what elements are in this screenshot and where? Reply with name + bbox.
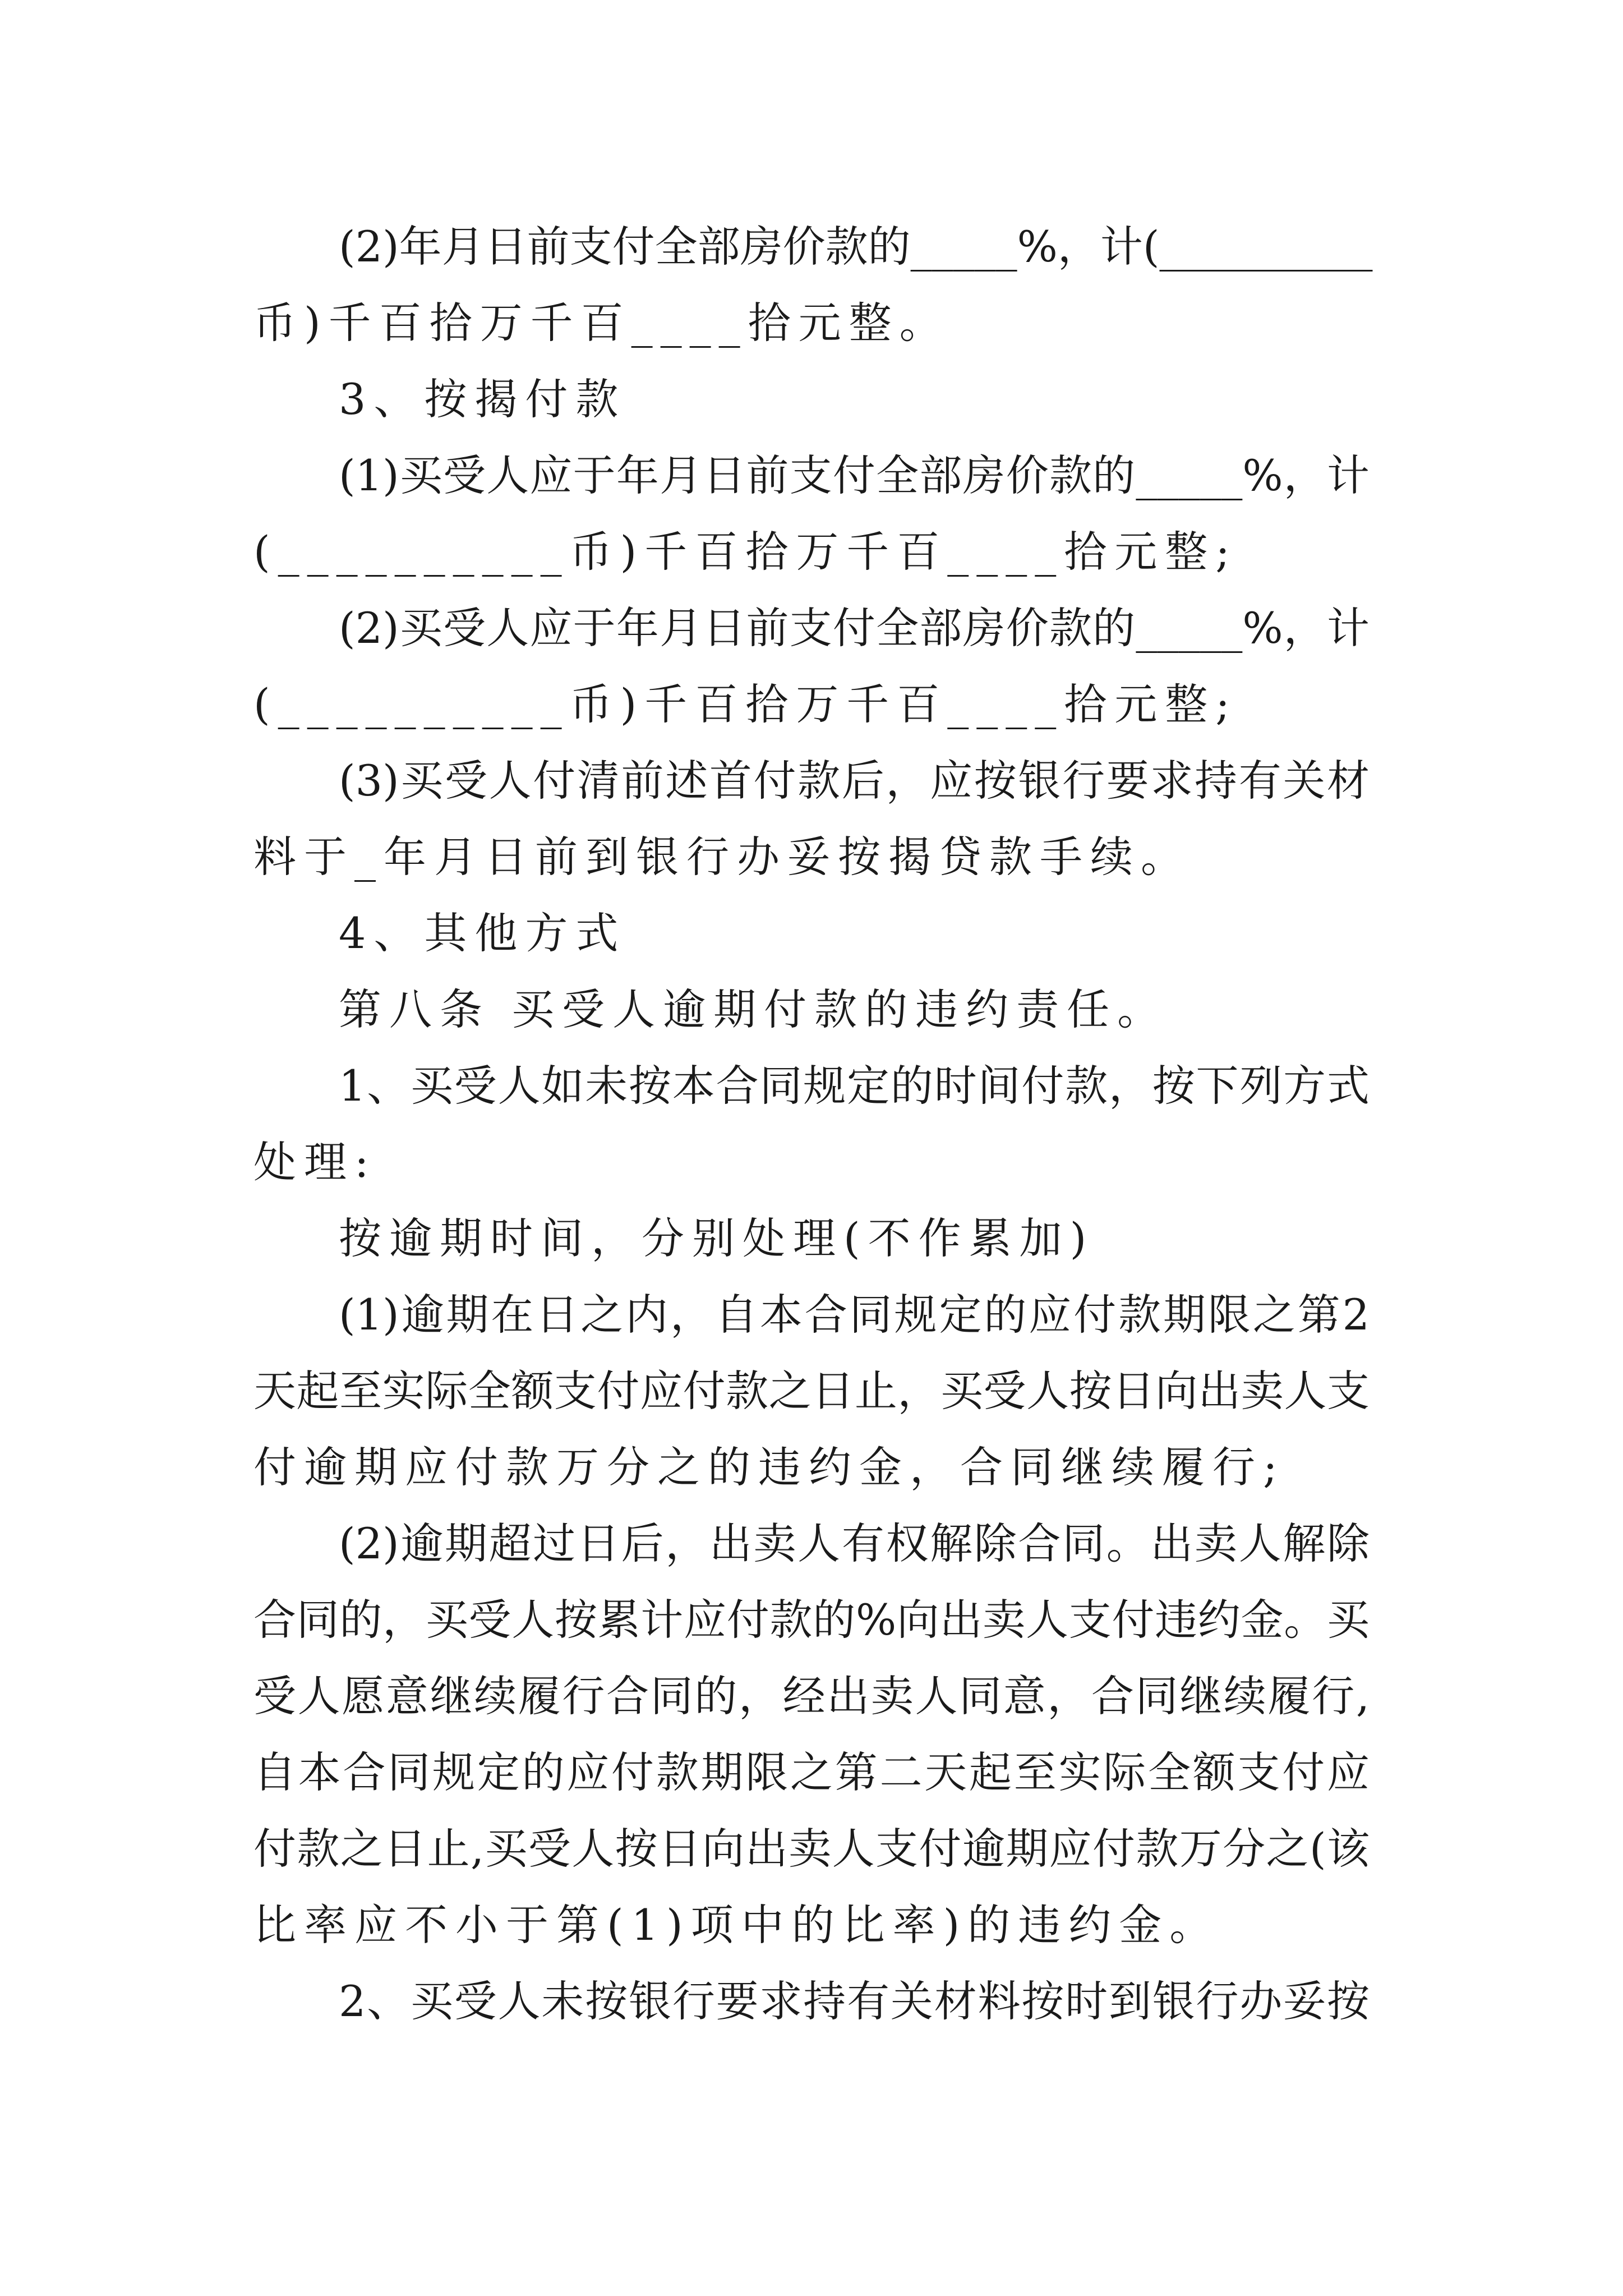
text-line: (__________币)千百拾万千百____拾元整; [253, 527, 1238, 577]
text-line: (2)年月日前支付全部房价款的_____%，计(__________ [339, 222, 1373, 272]
text-line: 合同的，买受人按累计应付款的%向出卖人支付违约金。买 [253, 1595, 1370, 1645]
section-heading: 4、其他方式 [339, 908, 626, 958]
text-line: 按逾期时间，分别处理(不作累加) [339, 1213, 1095, 1263]
section-heading: 3、按揭付款 [339, 374, 626, 424]
text-line: (1)逾期在日之内，自本合同规定的应付款期限之第2 [339, 1290, 1370, 1340]
text-line: 2、买受人未按银行要求持有关材料按时到银行办妥按 [339, 1976, 1370, 2026]
text-line: (2)逾期超过日后，出卖人有权解除合同。出卖人解除 [339, 1519, 1370, 1568]
text-line: 处理: [253, 1137, 377, 1187]
text-line: 料于_年月日前到银行办妥按揭贷款手续。 [253, 832, 1191, 882]
text-line: 付逾期应付款万分之的违约金，合同继续履行; [253, 1442, 1285, 1492]
article-heading: 第八条 买受人逾期付款的违约责任。 [339, 984, 1168, 1034]
text-line: 受人愿意继续履行合同的，经出卖人同意，合同继续履行, [253, 1671, 1370, 1721]
text-line: 比率应不小于第(1)项中的比率)的违约金。 [253, 1900, 1220, 1950]
text-line: 币)千百拾万千百____拾元整。 [253, 298, 950, 348]
text-line: 1、买受人如未按本合同规定的时间付款，按下列方式 [339, 1061, 1370, 1111]
text-line: (__________币)千百拾万千百____拾元整; [253, 679, 1238, 729]
text-line: (3)买受人付清前述首付款后，应按银行要求持有关材 [339, 756, 1370, 806]
text-line: 自本合同规定的应付款期限之第二天起至实际全额支付应 [253, 1747, 1370, 1797]
document-body [253, 209, 1373, 2040]
text-line: 天起至实际全额支付应付款之日止，买受人按日向出卖人支 [253, 1366, 1370, 1416]
text-line: 付款之日止,买受人按日向出卖人支付逾期应付款万分之(该 [253, 1824, 1370, 1874]
text-line: (2)买受人应于年月日前支付全部房价款的_____%，计 [339, 603, 1370, 653]
text-line: (1)买受人应于年月日前支付全部房价款的_____%，计 [339, 450, 1370, 500]
